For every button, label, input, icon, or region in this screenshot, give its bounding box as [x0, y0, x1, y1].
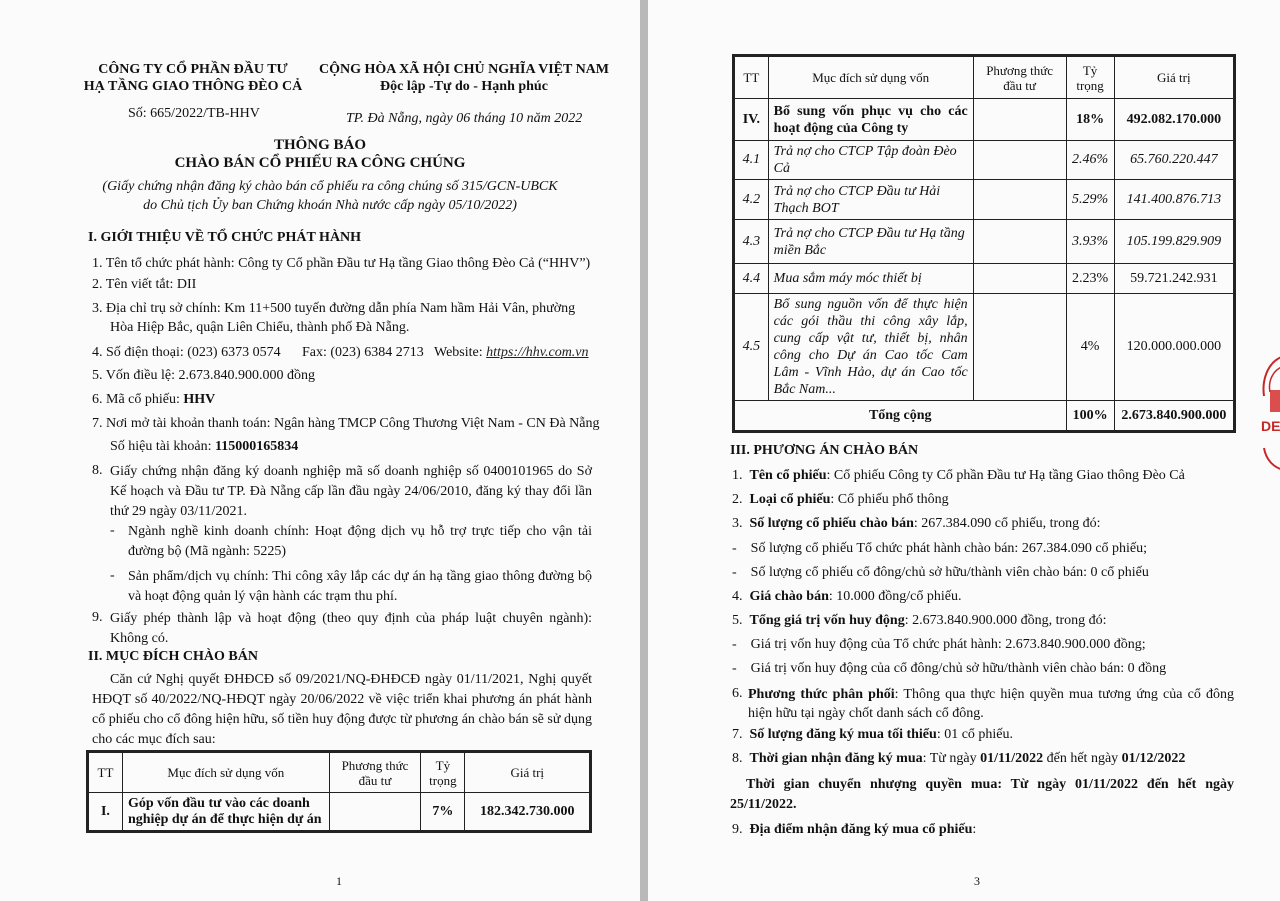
row-tt: 4.5 — [735, 294, 769, 401]
offer-item-5a: - Giá trị vốn huy động của Tổ chức phát hành: 2.673.840.900.000 đồng; — [732, 637, 1146, 652]
row-purpose: Góp vốn đầu tư vào các doanh nghiệp dự án để thực hiện dự án — [122, 793, 329, 831]
row-method — [329, 793, 421, 831]
offer-item-9: 9. Địa điểm nhận đăng ký mua cổ phiếu: — [732, 822, 977, 837]
phone: 4. Số điện thoại: (023) 6373 0574 — [92, 345, 281, 360]
row-method — [973, 141, 1066, 180]
row-method — [973, 294, 1066, 401]
row-weight: 18% — [1066, 99, 1114, 141]
row-weight: 7% — [421, 793, 465, 831]
offer-item-2-text: : Cổ phiếu phổ thông — [830, 492, 949, 507]
republic-title: CỘNG HÒA XÃ HỘI CHỦ NGHĨA VIỆT NAM — [318, 62, 609, 77]
use-of-funds-table-part1 — [88, 752, 590, 831]
row-purpose: Bổ sung nguồn vốn để thực hiện các gói thầu thi công xây lắp, cung cấp vật tư, thiết bị, nhân công cho Dự án Cao tốc Cam Lâm - Vĩnh Hảo, dự án Cao tốc Bắc Nam... — [768, 294, 973, 401]
offer-item-3b: - Số lượng cổ phiếu cổ đông/chủ sở hữu/thành viên chào bán: 0 cổ phiếu — [732, 565, 1149, 580]
offer-item-3: 3. Số lượng cổ phiếu chào bán: 267.384.090 cổ phiếu, trong đó: — [732, 516, 1101, 531]
offer-item-3-label: Số lượng cổ phiếu chào bán — [749, 516, 914, 531]
bullet-dash-2: - — [110, 568, 115, 583]
offer-item-8-text2: đến hết ngày — [1043, 751, 1122, 766]
offer-item-6-number: 6. — [732, 686, 743, 701]
col-header-purpose: Mục đích sử dụng vốn — [768, 57, 973, 99]
offer-item-5: 5. Tổng giá trị vốn huy động: 2.673.840.900.000 đồng, trong đó: — [732, 613, 1107, 628]
col-header-weight: Tỷ trọng — [1066, 57, 1114, 99]
item-8-number: 8. — [92, 463, 103, 478]
row-tt: 4.1 — [735, 141, 769, 180]
stock-code-label: 6. Mã cổ phiếu: — [92, 392, 184, 407]
row-tt: IV. — [735, 99, 769, 141]
page-number-left: 1 — [336, 874, 342, 888]
page-number-right: 3 — [974, 874, 980, 888]
address-line2: Hòa Hiệp Bắc, quận Liên Chiểu, thành phố Đà Nẵng. — [110, 320, 410, 335]
section-3-heading: III. PHƯƠNG ÁN CHÀO BÁN — [730, 443, 919, 458]
website-row — [434, 345, 589, 361]
row-purpose: Trả nợ cho CTCP Đầu tư Hải Thạch BOT — [768, 180, 973, 220]
total-value: 2.673.840.900.000 — [1114, 401, 1233, 431]
account-number-value: 115000165834 — [215, 439, 299, 454]
offer-item-8-date2: 01/12/2022 — [1121, 751, 1186, 766]
document-number: Số: 665/2022/TB-HHV — [128, 106, 260, 121]
offer-item-1-text: : Cổ phiếu Công ty Cổ phần Đầu tư Hạ tầng Giao thông Đèo Cả — [826, 468, 1185, 483]
row-tt: 4.4 — [735, 264, 769, 294]
table-row — [735, 264, 1234, 294]
place-date: TP. Đà Nẵng, ngày 06 tháng 10 năm 2022 — [346, 111, 583, 126]
offer-item-3b-text: Số lượng cổ phiếu cổ đông/chủ sở hữu/thành viên chào bán: 0 cổ phiếu — [750, 565, 1149, 580]
table-total-row — [735, 401, 1234, 431]
col-header-tt: TT — [89, 753, 123, 793]
transfer-period: Thời gian chuyển nhượng quyền mua: Từ ngày 01/11/2022 đến hết ngày 25/11/2022. — [730, 777, 1234, 812]
table-row — [735, 294, 1234, 401]
use-of-funds-table-part2 — [734, 56, 1234, 431]
col-header-value: Giá trị — [465, 753, 590, 793]
national-motto: Độc lập -Tự do - Hạnh phúc — [380, 79, 548, 94]
offer-item-7-label: Số lượng đăng ký mua tối thiểu — [749, 727, 937, 742]
offer-item-1-label: Tên cổ phiếu — [749, 468, 827, 483]
offer-item-8-label: Thời gian nhận đăng ký mua — [749, 751, 923, 766]
col-header-method: Phương thức đầu tư — [973, 57, 1066, 99]
company-name-line2: HẠ TẦNG GIAO THÔNG ĐÈO CẢ — [83, 79, 303, 94]
row-purpose: Trả nợ cho CTCP Tập đoàn Đèo Cả — [768, 141, 973, 180]
stamp-icon — [1258, 352, 1280, 472]
row-value: 141.400.876.713 — [1114, 180, 1233, 220]
table-row — [735, 141, 1234, 180]
main-business: Ngành nghề kinh doanh chính: Hoạt động dịch vụ hỗ trợ trực tiếp cho vận tải đường bộ (Mã ngành: 5225) — [128, 524, 592, 559]
page-3 — [648, 0, 1280, 901]
col-header-purpose: Mục đích sử dụng vốn — [122, 753, 329, 793]
table-row — [735, 220, 1234, 264]
row-value: 182.342.730.000 — [465, 793, 590, 831]
table-row — [89, 793, 590, 831]
row-tt: 4.3 — [735, 220, 769, 264]
offer-item-4-text: : 10.000 đồng/cổ phiếu. — [828, 589, 962, 604]
website-link[interactable]: https://hhv.com.vn — [486, 345, 589, 360]
offer-item-4: 4. Giá chào bán: 10.000 đồng/cổ phiếu. — [732, 589, 962, 604]
col-header-tt: TT — [735, 57, 769, 99]
row-value: 59.721.242.931 — [1114, 264, 1233, 294]
total-weight: 100% — [1066, 401, 1114, 431]
business-registration: Giấy chứng nhận đăng ký doanh nghiệp mã số doanh nghiệp số 0400101965 do Sở Kế hoạch và Đầu tư TP. Đà Nẵng cấp lần đầu ngày 24/06/2010, đăng ký thay đổi lần thứ 29 ngày 03/11/2021. — [110, 464, 592, 519]
offer-item-8: 8. Thời gian nhận đăng ký mua: Từ ngày 01/11/2022 đến hết ngày 01/12/2022 — [732, 751, 1186, 766]
offer-item-3-text: : 267.384.090 cổ phiếu, trong đó: — [913, 516, 1101, 531]
col-header-method: Phương thức đầu tư — [329, 753, 421, 793]
row-purpose: Mua sắm máy móc thiết bị — [768, 264, 973, 294]
page-gutter — [640, 0, 648, 901]
stamp-text: DE — [1261, 418, 1280, 434]
row-tt: 4.2 — [735, 180, 769, 220]
website-label: Website: — [434, 345, 487, 360]
total-label: Tổng cộng — [735, 401, 1067, 431]
account-number-row — [110, 439, 298, 455]
notice-title: THÔNG BÁO — [273, 137, 367, 153]
row-method — [973, 180, 1066, 220]
offer-item-9-label: Địa điểm nhận đăng ký mua cổ phiếu — [749, 822, 973, 837]
purpose-paragraph: Căn cứ Nghị quyết ĐHĐCĐ số 09/2021/NQ-ĐHĐCĐ ngày 01/11/2021, Nghị quyết HĐQT số 40/2022/NQ-HĐQT ngày 20/06/2022 về việc triển khai phương án phát hành cổ phiếu cho cổ đông hiện hữu, số tiền huy động được từ phương án chào bán sẽ sử dụng cho các mục đích sau: — [92, 672, 592, 747]
row-weight: 5.29% — [1066, 180, 1114, 220]
stock-code-row — [92, 392, 215, 408]
account-number-label: Số hiệu tài khoản: — [110, 439, 215, 454]
row-purpose: Trả nợ cho CTCP Đầu tư Hạ tầng miền Bắc — [768, 220, 973, 264]
item-9-number: 9. — [92, 610, 103, 625]
row-value: 105.199.829.909 — [1114, 220, 1233, 264]
offer-item-7-text: : 01 cổ phiếu. — [936, 727, 1014, 742]
short-name: 2. Tên viết tắt: DII — [92, 277, 197, 292]
company-name-line1: CÔNG TY CỔ PHẦN ĐẦU TƯ — [98, 62, 288, 77]
bank-account-location: 7. Nơi mở tài khoản thanh toán: Ngân hàng TMCP Công Thương Việt Nam - CN Đà Nẵng — [92, 416, 600, 431]
offer-item-6-text: : Thông qua thực hiện quyền mua tương ứng của cổ đông hiện hữu tại ngày chốt danh sách cổ đông. — [748, 687, 1234, 721]
table-row — [735, 99, 1234, 141]
row-value: 65.760.220.447 — [1114, 141, 1233, 180]
offer-item-5b-text: Giá trị vốn huy động của cổ đông/chủ sở hữu/thành viên chào bán: 0 đồng — [750, 661, 1167, 676]
operating-license: Giấy phép thành lập và hoạt động (theo quy định của pháp luật chuyên ngành): Không có. — [110, 611, 592, 646]
offer-item-2-label: Loại cổ phiếu — [749, 492, 831, 507]
address-line1: 3. Địa chỉ trụ sở chính: Km 11+500 tuyến đường dẫn phía Nam hầm Hải Vân, phường — [92, 301, 576, 316]
row-weight: 2.23% — [1066, 264, 1114, 294]
row-weight: 3.93% — [1066, 220, 1114, 264]
table-row — [735, 180, 1234, 220]
row-method — [973, 264, 1066, 294]
bullet-dash-1: - — [110, 523, 115, 538]
offer-item-1: 1. Tên cổ phiếu: Cổ phiếu Công ty Cổ phần Đầu tư Hạ tầng Giao thông Đèo Cả — [732, 468, 1185, 483]
main-products: Sản phẩm/dịch vụ chính: Thi công xây lắp các dự án hạ tầng giao thông đường bộ và hoạt động quản lý vận hành các trạm thu phí. — [128, 569, 592, 604]
offer-item-5-label: Tổng giá trị vốn huy động — [749, 613, 905, 628]
offer-item-3a: - Số lượng cổ phiếu Tổ chức phát hành chào bán: 267.384.090 cổ phiếu; — [732, 541, 1148, 556]
row-weight: 2.46% — [1066, 141, 1114, 180]
offer-item-5b: - Giá trị vốn huy động của cổ đông/chủ sở hữu/thành viên chào bán: 0 đồng — [732, 661, 1167, 676]
offer-item-8-text1: : Từ ngày — [922, 751, 981, 766]
row-value: 120.000.000.000 — [1114, 294, 1233, 401]
offer-item-7: 7. Số lượng đăng ký mua tối thiểu: 01 cổ phiếu. — [732, 727, 1014, 742]
offer-item-5-text: : 2.673.840.900.000 đồng, trong đó: — [904, 613, 1107, 628]
issuer-name: 1. Tên tổ chức phát hành: Công ty Cổ phần Đầu tư Hạ tầng Giao thông Đèo Cả (“HHV”) — [92, 256, 591, 271]
offer-item-8-date1: 01/11/2022 — [980, 751, 1044, 766]
section-2-heading: II. MỤC ĐÍCH CHÀO BÁN — [88, 649, 258, 664]
offer-item-9-text: : — [972, 822, 977, 837]
col-header-weight: Tỷ trọng — [421, 753, 465, 793]
offer-item-4-label: Giá chào bán — [749, 589, 829, 604]
row-method — [973, 220, 1066, 264]
offer-item-2: 2. Loại cổ phiếu: Cổ phiếu phổ thông — [732, 492, 949, 507]
offer-item-6-label: Phương thức phân phối — [748, 687, 895, 702]
stock-code-value: HHV — [183, 392, 216, 407]
certificate-line2: do Chủ tịch Ủy ban Chứng khoán Nhà nước cấp ngày 05/10/2022) — [143, 198, 517, 213]
certificate-line1: (Giấy chứng nhận đăng ký chào bán cổ phiếu ra công chúng số 315/GCN-UBCK — [102, 179, 558, 194]
section-1-heading: I. GIỚI THIỆU VỀ TỔ CHỨC PHÁT HÀNH — [88, 230, 362, 245]
row-value: 492.082.170.000 — [1114, 99, 1233, 141]
row-tt: I. — [89, 793, 123, 831]
fax: Fax: (023) 6384 2713 — [302, 345, 424, 360]
offer-item-6 — [748, 685, 1234, 723]
row-purpose: Bổ sung vốn phục vụ cho các hoạt động của Công ty — [768, 99, 973, 141]
row-weight: 4% — [1066, 294, 1114, 401]
charter-capital: 5. Vốn điều lệ: 2.673.840.900.000 đồng — [92, 368, 315, 383]
notice-subject: CHÀO BÁN CỔ PHIẾU RA CÔNG CHÚNG — [174, 155, 466, 171]
offer-item-3a-text: Số lượng cổ phiếu Tổ chức phát hành chào bán: 267.384.090 cổ phiếu; — [750, 541, 1148, 556]
col-header-value: Giá trị — [1114, 57, 1233, 99]
row-method — [973, 99, 1066, 141]
offer-item-5a-text: Giá trị vốn huy động của Tổ chức phát hành: 2.673.840.900.000 đồng; — [750, 637, 1146, 652]
company-stamp — [1258, 352, 1280, 472]
